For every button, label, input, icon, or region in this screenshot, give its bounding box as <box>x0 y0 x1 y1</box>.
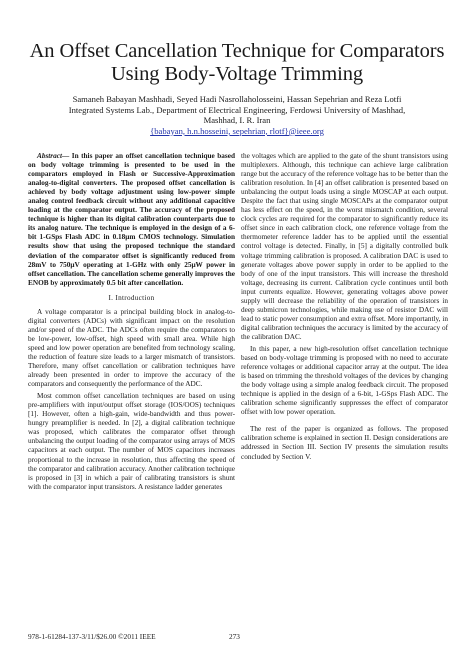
title-line-2: Using Body-Voltage Trimming <box>110 63 364 85</box>
intro-paragraph-1: A voltage comparator is a principal building block in analog-to-digital converters (ADCs) with significant impact on the resolution and/or speed of the ADC. The ADCs often require the comparators to be low-power, low-offset, high speed with small area. While high speed and low power operation are benefited from technology scaling, the reduction of feature size leads to a larger mismatch of transistors. Therefore, many offset cancellation or calibration techniques have already been presented in order to improve the accuracy of the comparators and consequently the performance of the ADC. <box>28 307 235 389</box>
paper-title <box>20 40 454 86</box>
section-heading-introduction: I. Introduction <box>108 293 155 302</box>
right-paragraph-3: The rest of the paper is organized as follows. The proposed calibration scheme is explained in section II. Design considerations are addressed in Section III. Section IV presents the simulation results concluded by Section V. <box>241 425 448 461</box>
author-names: Samaneh Babayan Mashhadi, Seyed Hadi Nasrollaholosseini, Hassan Sepehrian and Reza Lotfi <box>72 94 402 104</box>
affiliation-line-1: Integrated Systems Lab., Department of Electrical Engineering, Ferdowsi University of Mashhad, <box>68 104 406 115</box>
author-block <box>20 94 454 136</box>
abstract <box>28 152 235 288</box>
title-line-1: An Offset Cancellation Technique for Comparators <box>29 40 445 62</box>
intro-paragraph-2: Most common offset cancellation techniques are based on using pre-amplifiers with input/output offset storage (IOS/OOS) techniques [1]. However, often a high-gain, wide-bandwidth and thus power-hungry preamplifier is needed. In [2], a digital calibration technique was proposed, which calibrates the comparator offset through unbalancing the output loading of the comparator using arrays of MOS capacitors at each output. The number of MOS capacitors increases proportional to the increase in resolution, thus affecting the speed of the comparator and calibration accuracy. Another calibration technique is proposed in [3] in which a pair of calibrating transistors is shunt with the comparator input transistors. A resistance ladder generates <box>28 392 235 491</box>
affiliation-line-2: Mashhad, I. R. Iran <box>203 115 271 126</box>
author-emails-link[interactable]: {babayan, h.n.hosseini, sepehrian, rlotf}@ieee.org <box>150 125 324 136</box>
left-column <box>28 152 235 495</box>
right-paragraph-1: the voltages which are applied to the gate of the shunt transistors using multiplexers. Although, this technique can achieve large calibration range but the accuracy of the reference voltage has to be better than the calibration resolution. In [4] an offset calibration is presented based on unbalancing the output loads using a single MOSCAP at each output. Despite the fact that using single MOSCAPs at the comparator output has less effect on the speed, in the worst mismatch condition, several clock cycles are required for the comparator to significantly reduce its offset since in each calibration clock, one reference voltage from the thermometer reference ladder has to be applied until the essential control voltage is detected. Finally, in [5] a digitally controlled bulk voltage trimming calibration is proposed. A calibration DAC is used to generate voltages above power supply in order to be applied to the body of one of the input transistors. This will increase the threshold voltage, decreasing its current. Calibration cycle continues until both input currents equalize. However, generating voltages above power supply will decrease the reliability of the operation of transistors in deep submicron technologies, while making use of resistor DAC will lead to static power consumption and extra offset. More importantly, in digital calibration techniques the accuracy is limited by the accuracy of the calibration DAC. <box>241 152 448 341</box>
right-paragraph-2: In this paper, a new high-resolution offset cancellation technique based on body-voltage trimming is proposed with no need to accurate reference voltages or additional capacitor array at the output. The idea is based on trimming the threshold voltages of the devices by changing the body voltage using a simple analog feedback circuit. The proposed technique is applied in the design of a 6-bit, 1-GSps Flash ADC. The calibration scheme significantly suppresses the effect of comparator offset with low power operation. <box>241 344 448 417</box>
right-column <box>241 152 448 465</box>
abstract-text: In this paper an offset cancellation technique based on body voltage trimming is presented to be used in the comparators employed in Flash or Successive-Approximation analog-to-digital converters. The proposed offset cancellation is achieved by body voltage adjustment using low-power simple analog control feedback circuit without any additional capacitive loading at the comparator output. The accuracy of the proposed technique is higher than its digital calibration counterparts due to its analog nature. The technique is employed in the design of a 6-bit 1-GSps Flash ADC in 0.18μm CMOS technology. Simulation results show that using the proposed technique the standard deviation of the comparator offset is significantly reduced from 28mV to 750μV operating at 1-GHz with only 25μW power in offset cancellation. The cancellation scheme generally improves the ENOB by approximately 0.5 bit after cancellation. <box>28 152 236 287</box>
abstract-label: Abstract— <box>37 152 70 160</box>
copyright-footer: 978-1-61284-137-3/11/$26.00 ©2011 IEEE <box>28 632 156 641</box>
page-number: 273 <box>229 632 240 641</box>
